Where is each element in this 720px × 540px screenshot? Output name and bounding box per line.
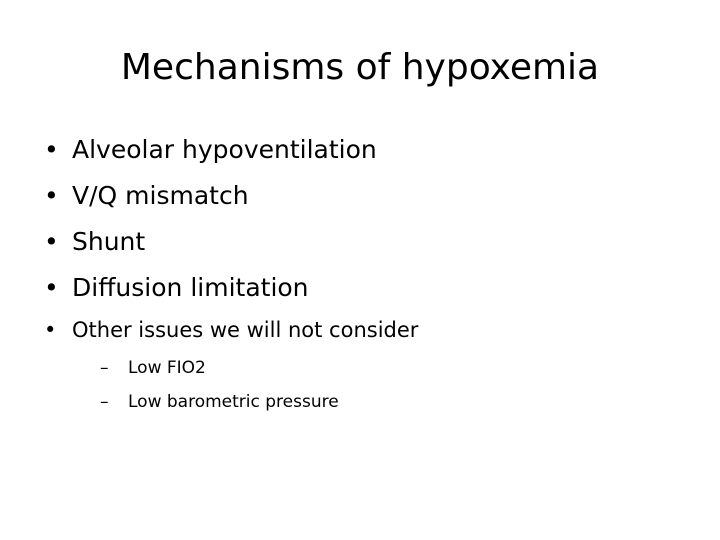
bullet-text: V/Q mismatch	[72, 181, 249, 210]
bullet-text: Other issues we will not consider	[72, 318, 419, 342]
bullet-item	[44, 222, 145, 262]
bullet-dot: •	[44, 135, 59, 164]
sub-bullet-dash: –	[100, 392, 109, 412]
bullet-text: Diffusion limitation	[72, 273, 309, 302]
sub-bullet-item	[100, 388, 339, 416]
sub-bullet-text: Low FIO2	[128, 358, 206, 378]
sub-bullet-text: Low barometric pressure	[128, 392, 339, 412]
slide-title: Mechanisms of hypoxemia	[120, 47, 600, 88]
bullet-dot: •	[44, 318, 57, 342]
bullet-item	[44, 130, 377, 170]
bullet-dot: •	[44, 273, 59, 302]
bullet-text: Shunt	[72, 227, 146, 256]
bullet-dot: •	[44, 181, 59, 210]
bullet-item	[44, 313, 418, 347]
bullet-item	[44, 176, 249, 216]
sub-bullet-dash: –	[100, 358, 109, 378]
bullet-dot: •	[44, 227, 59, 256]
bullet-text: Alveolar hypoventilation	[72, 135, 377, 164]
bullet-item	[44, 268, 309, 308]
sub-bullet-item	[100, 354, 206, 382]
